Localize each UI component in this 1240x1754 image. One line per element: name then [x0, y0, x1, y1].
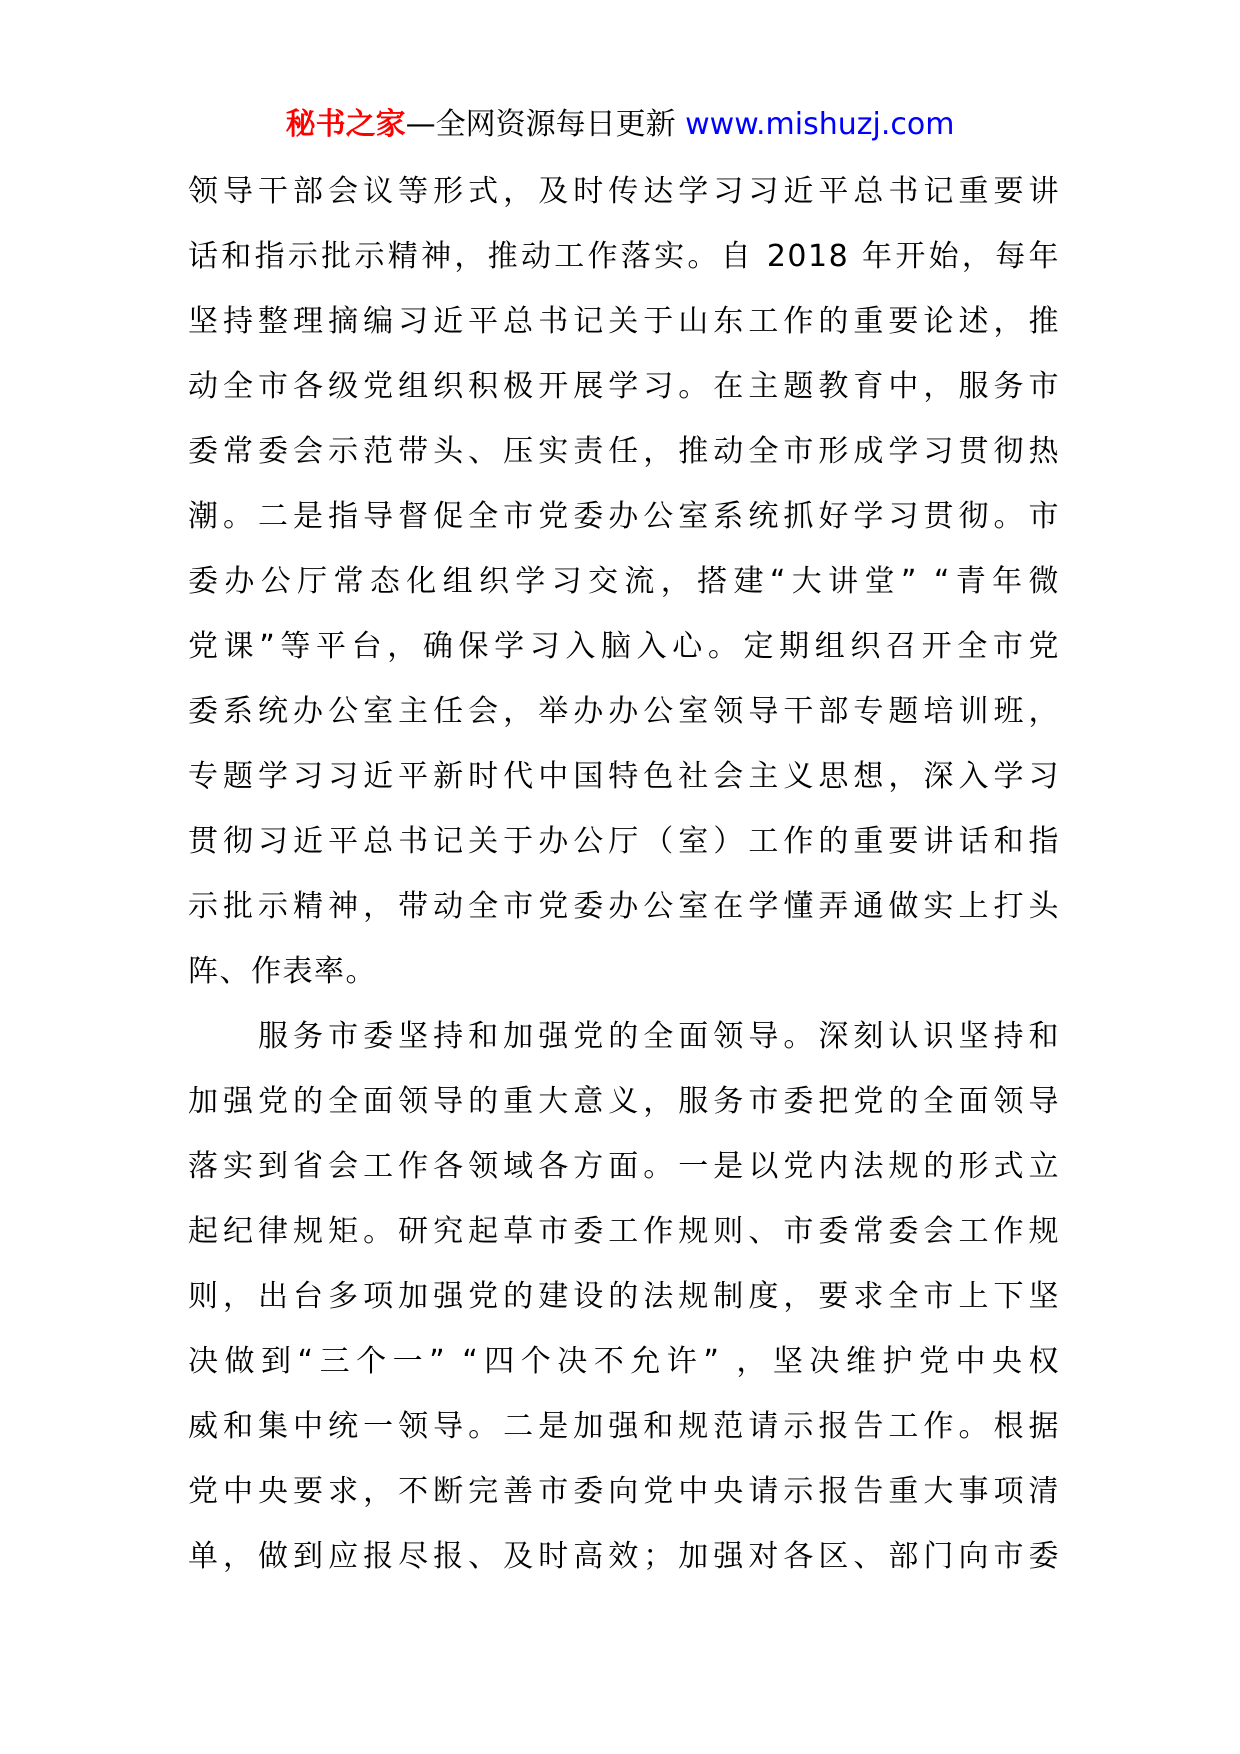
body-line: 单，做到应报尽报、及时高效；加强对各区、部门向市委: [188, 1539, 1060, 1574]
body-line: 潮。二是指导督促全市党委办公室系统抓好学习贯彻。市: [188, 499, 1060, 534]
body-line: 加强党的全面领导的重大意义，服务市委把党的全面领导: [188, 1084, 1060, 1119]
site-url-link[interactable]: www.mishuzj.com: [685, 107, 955, 142]
body-line: 党中央要求，不断完善市委向党中央请示报告重大事项清: [188, 1474, 1060, 1509]
body-line: 领导干部会议等形式，及时传达学习习近平总书记重要讲: [188, 174, 1060, 209]
brand-name: 秘书之家: [285, 107, 406, 142]
body-line: 起纪律规矩。研究起草市委工作规则、市委常委会工作规: [188, 1214, 1060, 1249]
body-line: 专题学习习近平新时代中国特色社会主义思想，深入学习: [188, 759, 1060, 794]
body-line: 党课”等平台，确保学习入脑入心。定期组织召开全市党: [188, 629, 1060, 664]
document-body: [188, 159, 1060, 1589]
body-line: 委系统办公室主任会，举办办公室领导干部专题培训班，: [188, 694, 1060, 729]
body-line: 则，出台多项加强党的建设的法规制度，要求全市上下坚: [188, 1279, 1060, 1314]
paragraph-end-line: 阵、作表率。: [188, 954, 377, 989]
body-line: 坚持整理摘编习近平总书记关于山东工作的重要论述，推: [188, 304, 1060, 339]
body-line: 示批示精神，带动全市党委办公室在学懂弄通做实上打头: [188, 889, 1060, 924]
paragraph-start-line: 服务市委坚持和加强党的全面领导。深刻认识坚持和: [188, 1019, 1060, 1054]
body-line: 落实到省会工作各领域各方面。一是以党内法规的形式立: [188, 1149, 1060, 1184]
body-line: 委办公厅常态化组织学习交流，搭建“大讲堂” “青年微: [188, 564, 1060, 599]
page-header: [0, 100, 1240, 150]
body-line: 决做到“三个一” “四个决不允许” ，坚决维护党中央权: [188, 1344, 1060, 1379]
body-line: 威和集中统一领导。二是加强和规范请示报告工作。根据: [188, 1409, 1060, 1444]
body-line: 委常委会示范带头、压实责任，推动全市形成学习贯彻热: [188, 434, 1060, 469]
body-line: 动全市各级党组织积极开展学习。在主题教育中，服务市: [188, 369, 1060, 404]
header-tagline: —全网资源每日更新: [405, 107, 676, 142]
body-line: 贯彻习近平总书记关于办公厅（室）工作的重要讲话和指: [188, 824, 1060, 859]
body-line: 话和指示批示精神，推动工作落实。自 2018 年开始，每年: [188, 239, 1060, 274]
